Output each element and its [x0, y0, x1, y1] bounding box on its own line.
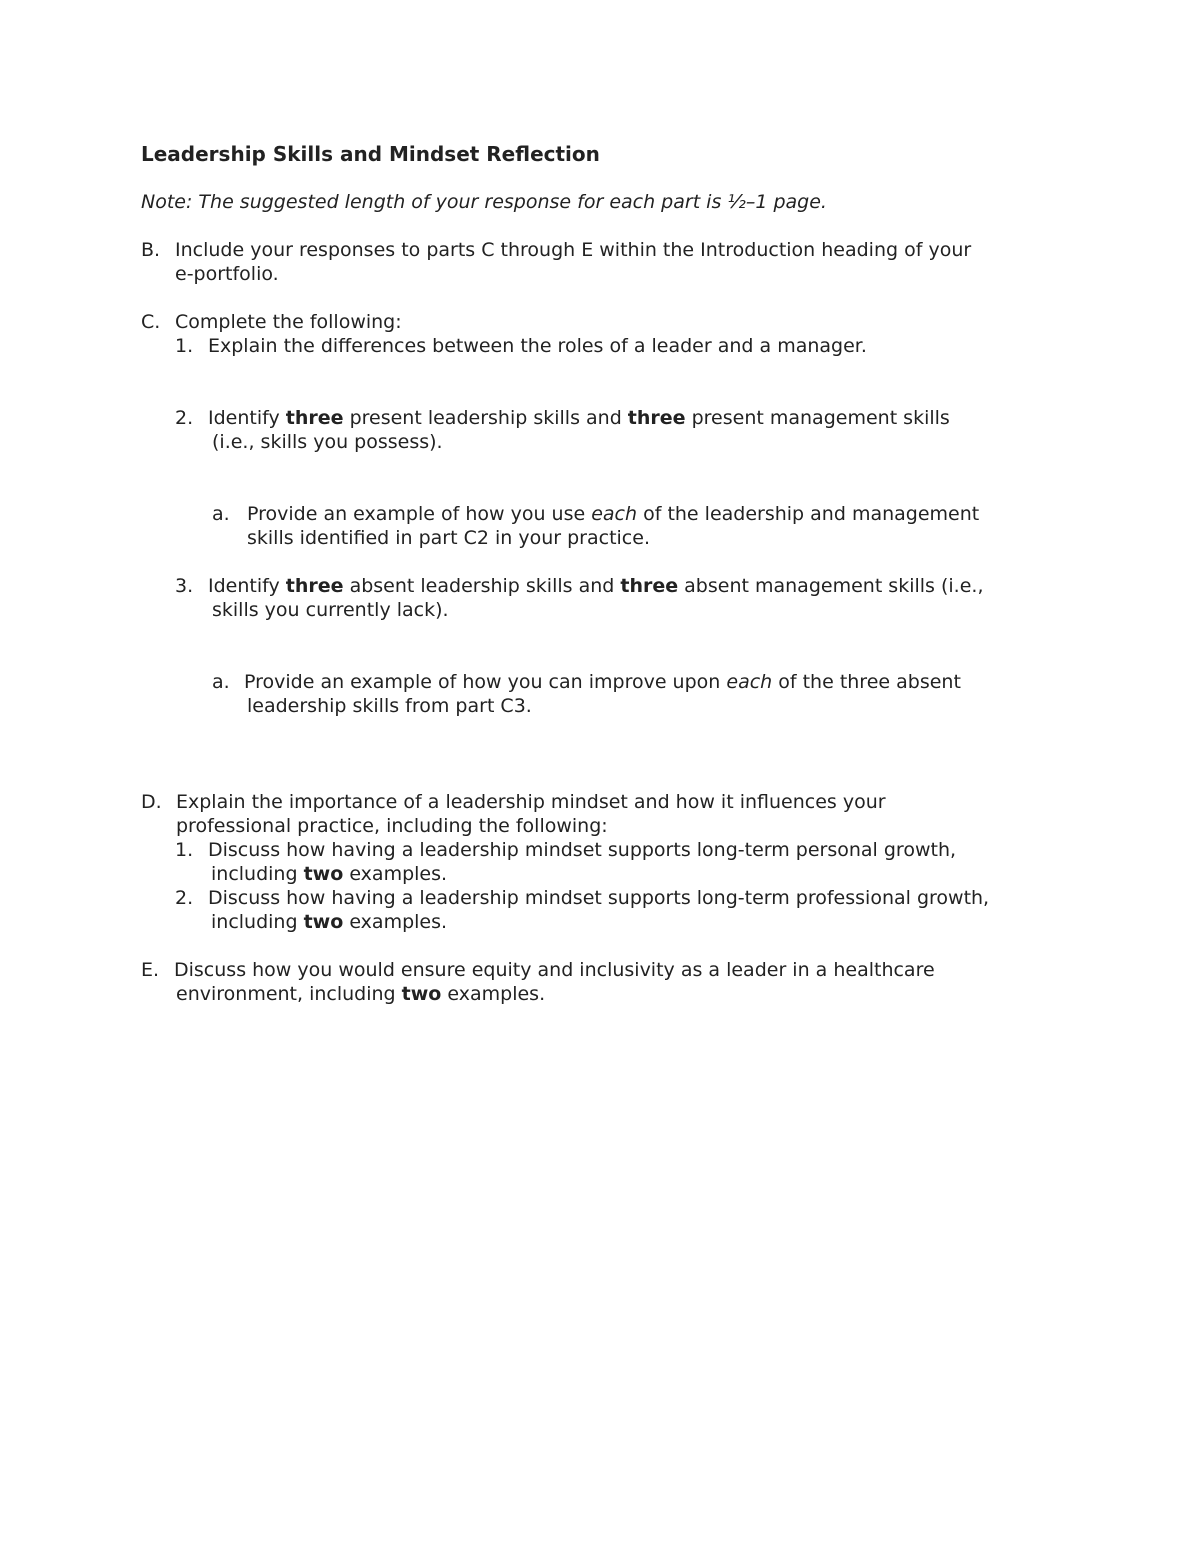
text-run: examples.	[343, 911, 448, 933]
section-c-item-3a-line-1	[244, 670, 961, 694]
section-c-item-1-marker: 1.	[175, 335, 194, 357]
text-run: including	[211, 863, 304, 885]
section-c	[141, 310, 402, 334]
section-c-item-3a-line-2: leadership skills from part C3.	[247, 695, 532, 717]
section-d-item-1-line-1: Discuss how having a leadership mindset supports long-term personal growth,	[208, 839, 957, 861]
text-run: Identify	[208, 575, 286, 597]
section-c-item-2-marker: 2.	[175, 407, 194, 429]
section-d-marker: D.	[141, 791, 162, 813]
text-run: including	[211, 911, 304, 933]
text-run: absent leadership skills and	[343, 575, 621, 597]
emphasis-two: two	[401, 983, 442, 1005]
text-run: present management skills	[685, 407, 950, 429]
section-c-item-3-line-2: skills you currently lack).	[212, 599, 449, 621]
text-run: examples.	[441, 983, 546, 1005]
emphasis-two: two	[303, 911, 344, 933]
section-c-item-2-line-1	[208, 406, 950, 430]
emphasis-three: three	[285, 407, 344, 429]
emphasis-three: three	[627, 407, 686, 429]
text-run: present leadership skills and	[343, 407, 628, 429]
section-d-item-2-line-2	[208, 910, 989, 934]
section-b	[141, 238, 971, 286]
text-run: of the three absent	[772, 671, 961, 693]
emphasis-three: three	[620, 575, 679, 597]
text-run: environment, including	[176, 983, 402, 1005]
section-c-item-2a	[212, 502, 979, 550]
section-d-item-2-marker: 2.	[175, 887, 194, 909]
text-run: absent management skills (i.e.,	[678, 575, 984, 597]
section-e-line-1: Discuss how you would ensure equity and inclusivity as a leader in a healthcare	[174, 959, 935, 981]
section-c-marker: C.	[141, 311, 161, 333]
section-c-item-3	[175, 574, 983, 622]
section-c-item-2a-line-1	[247, 502, 979, 526]
page-title: Leadership Skills and Mindset Reflection	[141, 142, 600, 166]
section-d-line-2: professional practice, including the following:	[176, 815, 608, 837]
text-run: Identify	[208, 407, 286, 429]
section-c-item-3a-marker: a.	[212, 671, 230, 693]
section-e	[141, 958, 935, 1006]
text-run: examples.	[343, 863, 448, 885]
section-b-line-2: e-portfolio.	[175, 263, 279, 285]
text-run: Provide an example of how you use	[247, 503, 592, 525]
section-c-item-2a-marker: a.	[212, 503, 230, 525]
emphasis-three: three	[285, 575, 344, 597]
section-e-marker: E.	[141, 959, 160, 981]
text-run: of the leadership and management	[637, 503, 980, 525]
section-c-item-2a-line-2: skills identified in part C2 in your practice.	[247, 527, 650, 549]
section-d-item-2-line-1: Discuss how having a leadership mindset supports long-term professional growth,	[208, 887, 990, 909]
section-d-item-1	[175, 838, 956, 886]
section-c-item-2	[175, 406, 950, 454]
emphasis-each: each	[591, 503, 638, 525]
section-b-marker: B.	[141, 239, 161, 261]
section-c-item-3-line-1	[208, 574, 983, 598]
section-c-item-2-line-2: (i.e., skills you possess).	[212, 431, 443, 453]
emphasis-each: each	[726, 671, 773, 693]
text-run: Provide an example of how you can improve upon	[244, 671, 727, 693]
section-c-item-3a	[212, 670, 961, 718]
section-d	[141, 790, 886, 838]
emphasis-two: two	[303, 863, 344, 885]
section-e-line-2	[174, 982, 935, 1006]
length-note: Note: The suggested length of your response for each part is ½–1 page.	[141, 191, 827, 213]
section-d-item-1-marker: 1.	[175, 839, 194, 861]
section-c-item-3-marker: 3.	[175, 575, 194, 597]
section-c-item-1	[175, 334, 867, 358]
section-c-item-1-text: Explain the differences between the roles of a leader and a manager.	[208, 335, 867, 357]
section-c-intro: Complete the following:	[175, 311, 402, 333]
section-d-item-2	[175, 886, 989, 934]
section-d-item-1-line-2	[208, 862, 956, 886]
section-b-line-1: Include your responses to parts C through E within the Introduction heading of your	[175, 239, 972, 261]
section-d-line-1: Explain the importance of a leadership mindset and how it influences your	[176, 791, 886, 813]
